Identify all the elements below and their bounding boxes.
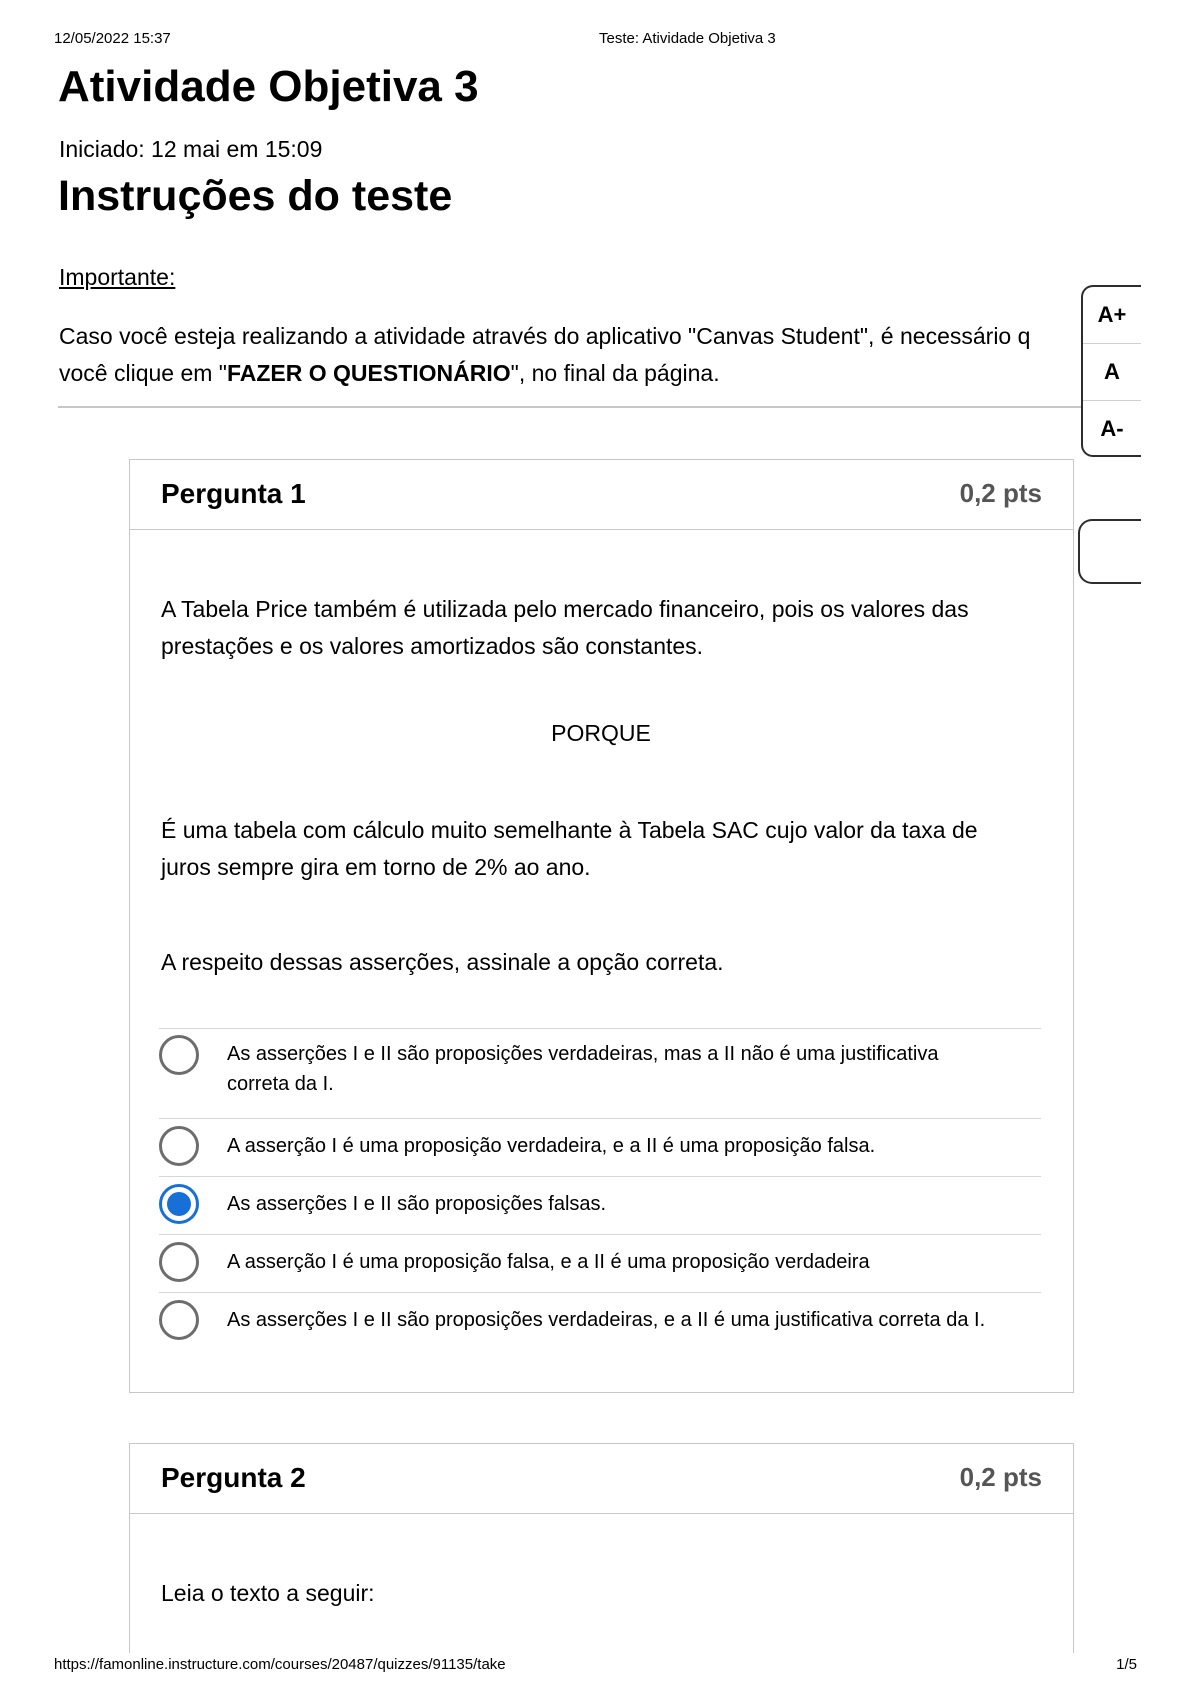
question-1: [129, 459, 1074, 1393]
radio-button-selected[interactable]: [159, 1184, 199, 1224]
question-header: [130, 460, 1073, 530]
print-footer: [54, 1656, 1137, 1676]
answer-label: A asserção I é uma proposição falsa, e a II é uma proposição verdadeira: [227, 1251, 870, 1273]
statement-2-line-1: É uma tabela com cálculo muito semelhante à Tabela SAC cujo valor da taxa de: [161, 817, 978, 843]
porque-connector: PORQUE: [551, 720, 651, 746]
answer-option-4[interactable]: [159, 1234, 1041, 1292]
radio-button[interactable]: [159, 1242, 199, 1282]
answer-label: [227, 1039, 1041, 1099]
instructions-line-2: [59, 355, 1083, 392]
section-divider: [58, 406, 1083, 408]
answer-label: As asserções I e II são proposições falsas.: [227, 1193, 607, 1215]
radio-button[interactable]: [159, 1035, 199, 1075]
radio-button[interactable]: [159, 1300, 199, 1340]
question-prompt: A respeito dessas asserções, assinale a opção correta.: [161, 949, 724, 975]
answer-label: As asserções I e II são proposições verdadeiras, e a II é uma justificativa correta da I.: [227, 1309, 986, 1331]
question-2: [129, 1443, 1074, 1653]
answer-list: [159, 1028, 1041, 1350]
statement-1-line-2: prestações e os valores amortizados são constantes.: [161, 633, 704, 659]
instructions-line-1: Caso você esteja realizando a atividade através do aplicativo "Canvas Student", é necessário q: [59, 323, 1031, 349]
answer-option-5[interactable]: [159, 1292, 1041, 1350]
statement-1-line-1: A Tabela Price também é utilizada pelo mercado financeiro, pois os valores das: [161, 596, 969, 622]
page-url: https://famonline.instructure.com/courses/20487/quizzes/91135/take: [54, 1656, 506, 1673]
instructions-text: [59, 318, 1083, 392]
answer-option-3[interactable]: [159, 1176, 1041, 1234]
instructions-bold-action: FAZER O QUESTIONÁRIO: [226, 360, 511, 386]
font-increase-button[interactable]: A+: [1083, 287, 1141, 344]
radio-button[interactable]: [159, 1126, 199, 1166]
print-date: 12/05/2022 15:37: [54, 30, 171, 47]
important-label: Importante:: [59, 264, 176, 290]
font-normal-button[interactable]: A: [1083, 344, 1141, 401]
question-header: [130, 1444, 1073, 1514]
question-statement-1: [161, 591, 1041, 665]
question-points: 0,2 pts: [959, 478, 1042, 508]
statement-2-line-2: juros sempre gira em torno de 2% ao ano.: [161, 854, 591, 880]
question-name: Pergunta 1: [161, 478, 306, 509]
answer-label: A asserção I é uma proposição verdadeira, e a II é uma proposição falsa.: [227, 1135, 876, 1157]
question-name: Pergunta 2: [161, 1462, 306, 1493]
question-intro: Leia o texto a seguir:: [161, 1580, 375, 1606]
quiz-title: Atividade Objetiva 3: [58, 62, 479, 111]
page-number: 1/5: [1116, 1656, 1137, 1673]
print-title: Teste: Atividade Objetiva 3: [599, 30, 776, 47]
answer-label-line-2: correta da I.: [227, 1073, 334, 1095]
font-decrease-button[interactable]: A-: [1100, 416, 1124, 441]
answer-label-line-1: As asserções I e II são proposições verdadeiras, mas a II não é uma justificativa: [227, 1043, 939, 1065]
instructions-line-2-pre: você clique em ": [59, 360, 227, 386]
question-statement-2: [161, 812, 1041, 886]
instructions-line-2-post: ", no final da página.: [510, 360, 720, 386]
print-header: [54, 30, 1137, 50]
question-points: 0,2 pts: [959, 1462, 1042, 1492]
side-panel-tab[interactable]: [1078, 519, 1141, 584]
instructions-title: Instruções do teste: [58, 172, 453, 220]
font-size-controls: [1081, 285, 1141, 457]
started-timestamp: Iniciado: 12 mai em 15:09: [59, 136, 323, 162]
answer-option-1[interactable]: [159, 1028, 1041, 1118]
answer-option-2[interactable]: [159, 1118, 1041, 1176]
